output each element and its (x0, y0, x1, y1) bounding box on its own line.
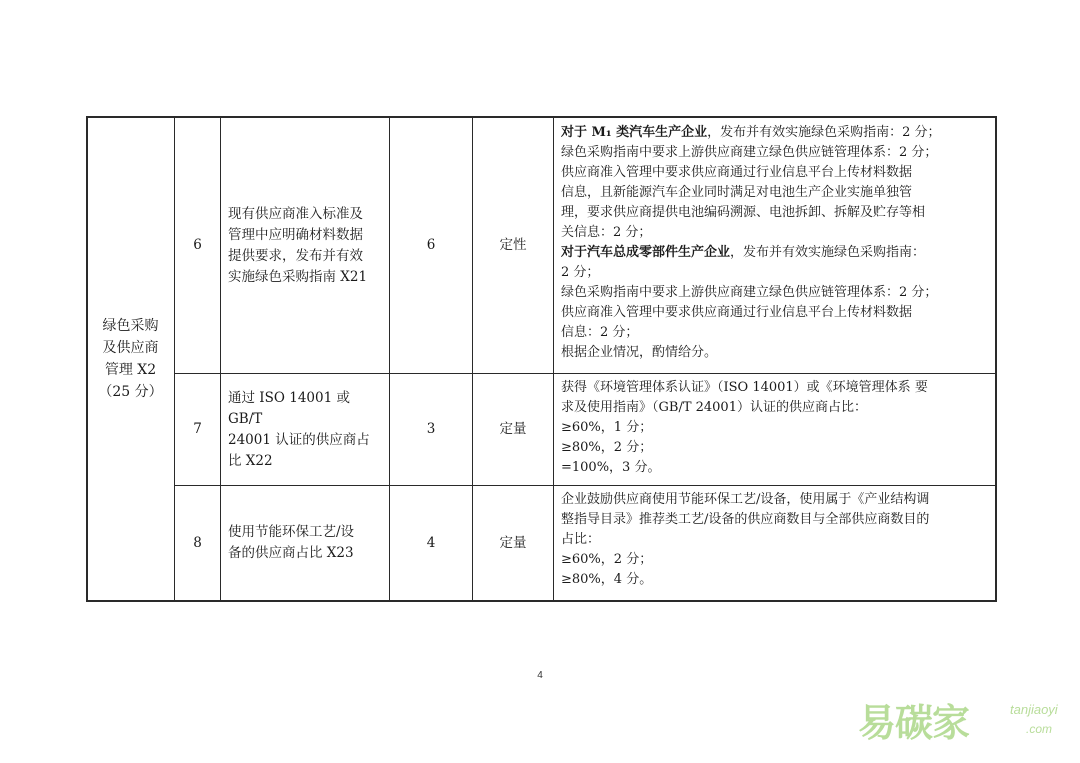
column-divider (553, 116, 554, 602)
criteria-line: 2 分； (561, 265, 600, 280)
watermark-logo (858, 690, 1058, 750)
indicator-cell (228, 118, 388, 373)
criteria-line: =100%，3 分。 (561, 460, 661, 475)
row-number-label: 7 (193, 421, 202, 437)
criteria-line: 理，要求供应商提供电池编码溯源、电池拆卸、拆解及贮存等相 (561, 205, 926, 220)
criteria-line: 供应商准入管理中要求供应商通过行业信息平台上传材料数据 (561, 165, 913, 180)
indicator-label: 通过 ISO 14001 或 GB/T 24001 认证的供应商占 比 X22 (228, 389, 370, 469)
score-label: 4 (426, 534, 436, 551)
criteria-line: 信息，且新能源汽车企业同时满足对电池生产企业实施单独管 (561, 185, 913, 200)
indicator-cell (228, 374, 388, 485)
criteria-line: ≥60%，1 分； (561, 420, 653, 435)
row-number (175, 486, 220, 600)
score-cell (390, 486, 472, 600)
type-cell (473, 374, 553, 485)
watermark-suffix: .com (1026, 722, 1053, 736)
indicator-label: 使用节能环保工艺/设 备的供应商占比 X23 (228, 524, 355, 561)
score-label: 3 (426, 421, 436, 437)
criteria-cell (561, 490, 991, 590)
criteria-line: ≥60%，2 分； (561, 552, 653, 567)
indicator-label: 现有供应商准入标准及 管理中应明确材料数据 提供要求，发布并有效 实施绿色采购指南 X21 (228, 205, 368, 285)
criteria-line: 绿色采购指南中要求上游供应商建立绿色供应链管理体系：2 分； (561, 285, 938, 300)
criteria-line: 获得《环境管理体系认证》（ISO 14001）或《环境管理体系 要 (561, 380, 928, 395)
watermark-domain: tanjiaoyi (1010, 702, 1058, 717)
criteria-line: 关信息：2 分； (561, 225, 652, 240)
criteria-line: ≥80%，2 分； (561, 440, 653, 455)
type-label: 定性 (499, 237, 527, 253)
watermark-brand: 易碳家 (858, 701, 970, 745)
criteria-cell (561, 378, 991, 478)
column-divider (220, 116, 221, 602)
criteria-line: 企业鼓励供应商使用节能环保工艺/设备，使用属于《产业结构调 (561, 492, 930, 507)
criteria-line: 供应商准入管理中要求供应商通过行业信息平台上传材料数据 (561, 305, 913, 320)
criteria-line: ≥80%，4 分。 (561, 572, 653, 587)
score-cell (390, 374, 472, 485)
type-cell (473, 118, 553, 373)
page-number: 4 (537, 670, 543, 681)
row-number (175, 118, 220, 373)
criteria-line: 根据企业情况，酌情给分。 (561, 345, 718, 360)
criteria-line: 绿色采购指南中要求上游供应商建立绿色供应链管理体系：2 分； (561, 145, 938, 160)
type-label: 定量 (499, 421, 527, 437)
criteria-cell (561, 123, 991, 363)
score-label: 6 (426, 237, 436, 253)
table-right-border (995, 116, 997, 602)
category-label: 绿色采购 及供应商 管理 X2 （25 分） (98, 318, 163, 400)
row-number-label: 8 (193, 534, 202, 551)
type-cell (473, 486, 553, 600)
criteria-line: 对于汽车总成零部件生产企业，发布并有效实施绿色采购指南： (561, 245, 926, 260)
criteria-line: 整指导目录》推荐类工艺/设备的供应商数目与全部供应商数目的 (561, 512, 930, 527)
category-cell (87, 118, 174, 600)
criteria-line: 占比： (561, 532, 601, 547)
score-cell (390, 118, 472, 373)
criteria-line: 对于 M₁ 类汽车生产企业，发布并有效实施绿色采购指南：2 分； (561, 125, 941, 140)
row-number-label: 6 (193, 237, 202, 253)
indicator-cell (228, 486, 388, 600)
type-label: 定量 (499, 534, 527, 551)
criteria-line: 求及使用指南》（GB/T 24001）认证的供应商占比： (561, 400, 867, 415)
row-number (175, 374, 220, 485)
table-bottom-border (86, 600, 996, 602)
criteria-line: 信息：2 分； (561, 325, 639, 340)
